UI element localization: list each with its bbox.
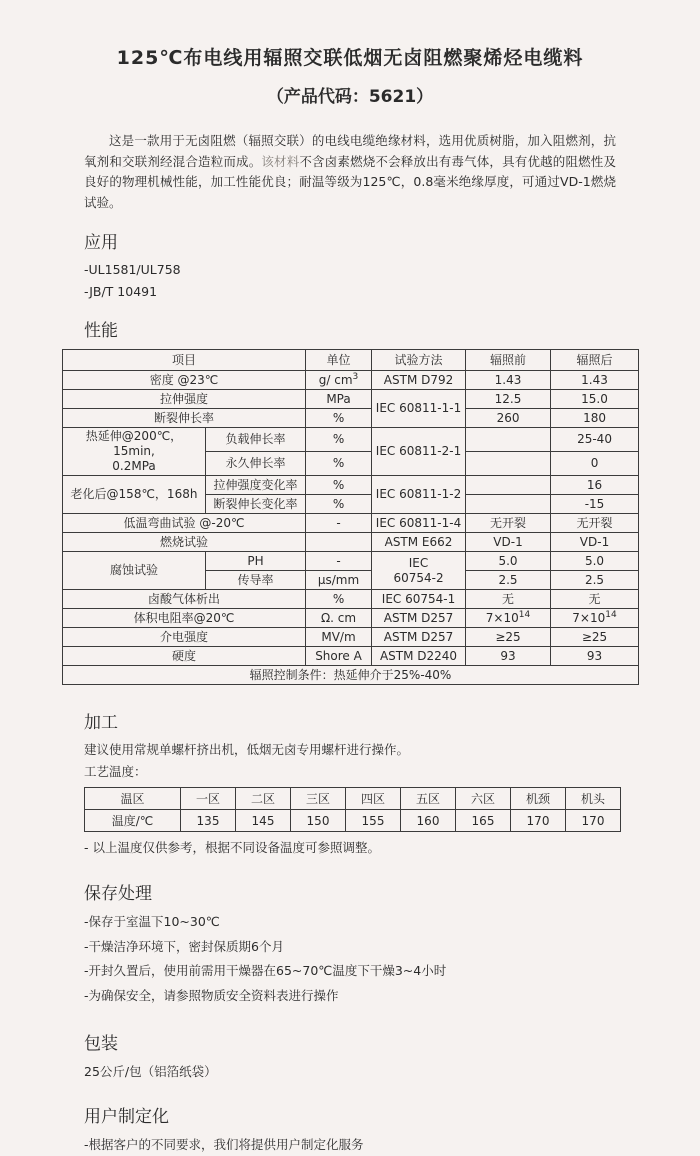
perf-before-cell: 无开裂 [466,514,551,533]
perf-before-cell: 12.5 [466,390,551,409]
group-line1: 热延伸@200℃，15min, [85,429,183,458]
perf-group-cell-corrosion: 腐蚀试验 [63,552,206,590]
perf-item-cell: 断裂伸长率 [63,409,306,428]
perf-header-before: 辐照前 [466,350,551,371]
perf-unit-cell: % [306,495,372,514]
perf-item-cell: 传导率 [206,571,306,590]
performance-table [62,349,639,685]
section-heading-customization: 用户制定化 [84,1107,169,1127]
perf-method-cell: ASTM D257 [372,609,466,628]
perf-before-cell: 5.0 [466,552,551,571]
perf-header-after: 辐照后 [551,350,639,371]
perf-unit-cell: % [306,590,372,609]
perf-item-cell: 负载伸长率 [206,428,306,452]
section-heading-application: 应用 [84,233,118,253]
perf-method-cell: IEC 60811-1-4 [372,514,466,533]
perf-after-cell [551,609,639,628]
packaging-line: 25公斤/包（铝箔纸袋） [84,1064,217,1079]
perf-footer-cell: 辐照控制条件：热延伸介于25%-40% [63,666,639,685]
perf-after-cell: 2.5 [551,571,639,590]
perf-after-cell: 无开裂 [551,514,639,533]
perf-method-cell: ASTM D792 [372,371,466,390]
perf-row-dielectric [63,628,639,647]
perf-item-cell: 硬度 [63,647,306,666]
perf-unit-cell: - [306,514,372,533]
proc-temp-cell: 170 [511,810,566,832]
perf-before-cell [466,452,551,476]
proc-temp-cell: 135 [181,810,236,832]
document-title: 125℃布电线用辐照交联低烟无卤阻燃聚烯烃电缆料 [116,47,584,69]
perf-row-hardness [63,647,639,666]
proc-header-zone: 温区 [85,788,181,810]
application-item: -UL1581/UL758 [84,262,181,277]
intro-text-muted: 该材料 [261,153,300,169]
proc-header-zone6: 六区 [456,788,511,810]
section-heading-storage: 保存处理 [84,884,152,904]
storage-item: -开封久置后，使用前需用干燥器在65~70℃温度下干燥3~4小时 [84,963,447,978]
perf-before-cell: ≥25 [466,628,551,647]
processing-recommendation: 建议使用常规单螺杆挤出机，低烟无卤专用螺杆进行操作。 [84,742,410,757]
proc-header-zone4: 四区 [346,788,401,810]
proc-temp-cell: 155 [346,810,401,832]
proc-temp-cell: 165 [456,810,511,832]
application-item: -JB/T 10491 [84,284,158,299]
proc-temp-cell: 150 [291,810,346,832]
perf-header-method: 试验方法 [372,350,466,371]
proc-temp-cell: 170 [566,810,621,832]
intro-text-2: 不含卤素燃烧不会释放出有毒气体，具有优越的阻燃性及良好的物理机械性能，加工性能优良；耐温等级为125℃，0.8毫米绝缘厚度，可通过VD-1燃烧试验。 [84,153,616,210]
perf-footer-row [63,666,639,685]
proc-header-zone1: 一区 [181,788,236,810]
perf-method-cell: IEC 60754-2 [372,552,466,590]
intro-text-1: 这是一款用于无卤阻燃（辐照交联）的电线电缆绝缘材料，选用优质树脂，加入阻燃剂，抗氧剂和交联剂经混合造粒而成。 [84,133,616,169]
perf-row-corrosion-ph [63,552,639,571]
perf-unit-cell: % [306,409,372,428]
unit-superscript: 3 [352,371,359,382]
proc-temp-cell: 145 [236,810,291,832]
perf-item-cell: 密度 @23℃ [63,371,306,390]
perf-row-tensile [63,390,639,409]
storage-list [0,910,700,1008]
perf-unit-cell: μs/mm [306,571,372,590]
proc-header-zone3: 三区 [291,788,346,810]
process-temperature-table [84,787,621,832]
perf-item-cell: PH [206,552,306,571]
value-superscript: 14 [518,609,531,620]
proc-values-row [85,810,621,832]
perf-before-cell: 1.43 [466,371,551,390]
section-heading-performance: 性能 [84,321,118,341]
perf-after-cell: 25-40 [551,428,639,452]
perf-item-cell: 体积电阻率@20℃ [63,609,306,628]
perf-unit-cell [306,533,372,552]
perf-unit-cell: MV/m [306,628,372,647]
perf-after-cell: 1.43 [551,371,639,390]
perf-unit-cell [306,371,372,390]
perf-unit-cell: MPa [306,390,372,409]
product-code-subtitle: （产品代码：5621） [266,87,434,107]
perf-item-cell: 介电强度 [63,628,306,647]
proc-header-zone5: 五区 [401,788,456,810]
perf-method-cell: IEC 60811-1-2 [372,476,466,514]
processing-temp-label: 工艺温度： [84,764,147,779]
value-text: 7×10 [572,610,606,625]
storage-item: -为确保安全，请参照物质安全资料表进行操作 [84,987,339,1003]
perf-item-cell: 断裂伸长变化率 [206,495,306,514]
unit-text: g/ cm [318,372,353,387]
proc-header-zone2: 二区 [236,788,291,810]
perf-after-cell: 93 [551,647,639,666]
perf-row-halogen-acid [63,590,639,609]
perf-row-volume-resistivity [63,609,639,628]
proc-temp-cell: 160 [401,810,456,832]
perf-row-hotset-load [63,428,639,452]
perf-after-cell: 16 [551,476,639,495]
storage-item: -保存于室温下10~30℃ [84,914,220,929]
perf-row-elongation [63,409,639,428]
perf-row-flame [63,533,639,552]
perf-method-cell: IEC 60754-1 [372,590,466,609]
perf-before-cell [466,495,551,514]
value-superscript: 14 [605,609,617,620]
perf-header-row [63,350,639,371]
perf-before-cell: 260 [466,409,551,428]
perf-after-cell: 180 [551,409,639,428]
perf-after-cell: ≥25 [551,628,639,647]
perf-item-cell: 燃烧试验 [63,533,306,552]
perf-before-cell: VD-1 [466,533,551,552]
perf-item-cell: 拉伸强度 [63,390,306,409]
perf-after-cell: 5.0 [551,552,639,571]
perf-item-cell: 永久伸长率 [206,452,306,476]
value-text: 7×10 [485,610,519,625]
perf-unit-cell: Ω. cm [306,609,372,628]
perf-header-unit: 单位 [306,350,372,371]
proc-row-label: 温度/℃ [85,810,181,832]
perf-before-cell [466,476,551,495]
perf-row-cold-bend [63,514,639,533]
perf-after-cell: 15.0 [551,390,639,409]
perf-method-cell: IEC 60811-1-1 [372,390,466,428]
perf-after-cell: -15 [551,495,639,514]
perf-unit-cell: % [306,452,372,476]
perf-header-item: 项目 [63,350,306,371]
section-heading-processing: 加工 [84,713,118,733]
perf-after-cell: VD-1 [551,533,639,552]
perf-method-cell: ASTM D2240 [372,647,466,666]
perf-unit-cell: % [306,428,372,452]
perf-item-cell: 低温弯曲试验 @-20℃ [63,514,306,533]
perf-after-cell: 无 [551,590,639,609]
intro-paragraph [84,131,616,213]
perf-before-cell [466,428,551,452]
perf-group-cell-hotset [63,428,206,476]
perf-before-cell [466,609,551,628]
proc-header-neck: 机颈 [511,788,566,810]
perf-before-cell: 无 [466,590,551,609]
perf-row-aging-tensile [63,476,639,495]
storage-item: -干燥洁净环境下，密封保质期6个月 [84,938,284,954]
perf-row-density [63,371,639,390]
perf-method-cell: ASTM E662 [372,533,466,552]
proc-header-head: 机头 [566,788,621,810]
perf-before-cell: 93 [466,647,551,666]
processing-note: - 以上温度仅供参考，根据不同设备温度可参照调整。 [84,840,380,855]
section-heading-packaging: 包装 [84,1034,118,1054]
application-list [0,259,700,303]
perf-item-cell: 卤酸气体析出 [63,590,306,609]
group-line2: 0.2MPa [112,459,156,473]
perf-unit-cell: - [306,552,372,571]
perf-method-cell: ASTM D257 [372,628,466,647]
perf-unit-cell: Shore A [306,647,372,666]
perf-group-cell-aging: 老化后@158℃，168h [63,476,206,514]
perf-after-cell: 0 [551,452,639,476]
proc-header-row [85,788,621,810]
perf-before-cell: 2.5 [466,571,551,590]
perf-method-cell: IEC 60811-2-1 [372,428,466,476]
customization-line: -根据客户的不同要求，我们将提供用户制定化服务 [84,1137,364,1152]
perf-unit-cell: % [306,476,372,495]
perf-item-cell: 拉伸强度变化率 [206,476,306,495]
